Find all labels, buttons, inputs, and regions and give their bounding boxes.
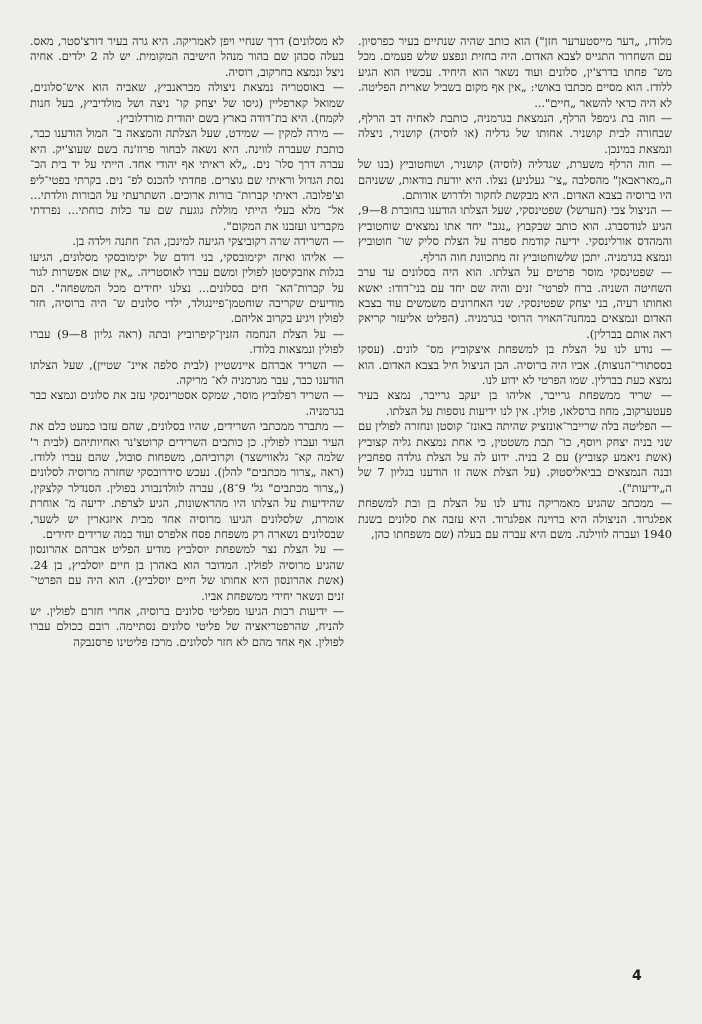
paragraph: — שריד ממשפחת גרייבר, אליהו בן יעקב גרייבר, נמצא בעיר פעטערקוב, מחוז ברסלאו, פולין. אין לנו ידיעות נוספות על הצלתו. (358, 388, 672, 418)
text-columns (30, 34, 672, 964)
paragraph: — השריד אברהם איינשטיין (לבית סלפה איינ־ שטיין), שעל הצלתו הודענו כבר, עבר מגרמניה לא־ מריקה. (30, 357, 344, 387)
paragraph: — מתברר ממכתבי השרידים, שהיו בסלונים, שהם עזבו כמעט כלם את העיר ועברו לפולין. כן כותבים השרידים קרוטצ'נר ואחיותיהם (לבית ר' שלמה קא־ גלאווישצר) וקרוביהם, משפחות סובול, שהם עברו ללודז. (ראה „צרור מכתבים" להלן). נעכש סידרובסקי שחזרה מרוסיה לסלונים („צרור מכתבים" גל' 9־8), עברה לוולדנבורג בפולין. הסנדלר קלצקין, שהידיעות על הצלתו היו מהראשונות, הגיע לצרפת. ידיעה מ־ אוחרת אומרת, שלסלונים הגיעו מרוסיה אחד מבית איזגארין יש לשער, שבסלונים נשארה רק משפחת פסח אלפרס ועוד כמה שרידים יחידים. (30, 419, 344, 541)
paragraph: — חוה הרלף משערת, שגדליה (לוסיה) קושניר, ושוחטוביץ (בנו של ה„מאראבאן" מהסלבה „צי־ געלניע) נצלו. היא יודעת בודאות, ששניהם היו ברוסיה בצבא האדום. היא מבקשת לחקור ולדרוש אודותם. (358, 157, 672, 203)
paragraph: — ממכתב שהגיע מאמריקה נודע לנו על הצלת בן ובת למשפחת אפלגרוד. הניצולה היא ברוינה אפלגרוד. היא עזבה את סלונים בשנת 1940 ועברה לווילנה. משם היא עברה עם בעלה (שם משפחתו כהן, (358, 496, 672, 541)
paragraph: — נודע לנו על הצלת בן למשפחת איצקוביץ מס־ לונים. (עסקו בססתורי־הנוצות). אביו היה ברוסיה. הבן הניצול חיל בצבא האדום. הוא נמצא כעת בברלין. שמו הפרטי לא ידוע לנו. (358, 342, 672, 387)
page-number: 4 (632, 968, 642, 984)
paragraph: — הניצול צבי (הערשל) שפטינסקי, שעל הצלתו הודענו בחוברת 8—9, הגיע לנודסברג. הוא כותב שבקבוץ „נגב" יחד אתו נמצאים שוחטוביץ והמהדס אורלינסקי. ידיעה קודמת ספרה על הצלת סליק שו־ חוטוביץ ונמצא בגרמניה. יתכן שלשוחטוביץ זה מתכוונת חוה הרלף. (358, 203, 672, 264)
paragraph: — ידיעות רבות הגיעו מפליטי סלונים ברוסיה, אחרי חזרם לפולין. יש להניח, שהרפטריאציה של פליטי סלונים נסתיימה. רובם ככולם עברו לפולין. אף אחד מהם לא חזר לסלונים. מרכז פליטינו פרסנבקה (30, 604, 344, 649)
left-column (30, 34, 344, 964)
paragraph: — הפליטה בלה שרייבר־אונזציק שהיתה באונז־ קוסטן ונחזרה לפולין עם שני בניה יצחק ויוסף, כו־ תבת משטטין, כי אחת נמצאת גליה קצוביץ (אשת ניאמע קצוביץ) עם 2 בניה. ידוע לה על הצלת גולדה ספחביץ ובנה הנמצאים בביאליסטוק. (על הצלת אשה זו הודענו בגליון 7 של ה„ידיעות"). (358, 419, 672, 495)
paragraph: — על הצלת הנחמה הזנין־קיפרוביץ ובתה (ראה גליון 8—9) עברו לפולין ונמצאות בלודז. (30, 326, 344, 357)
paragraph: — באוסטריה נמצאת ניצולה מבראנביץ, שאביה הוא איש־סלונים, שמואל קארפליין (גיסו של יצחק קו־ ניצה ושל מולדיביץ, בעל חנות לקמח). היא בת־דודה בארץ בשם יהודית מורדלוביץ. (30, 80, 344, 126)
right-column (358, 34, 672, 964)
paragraph: מלודז, „דער מייסטערער חזן") הוא כותב שהיה שנתיים בעיר כפרסיון. עם השחרור התגייס לצבא האדום. היה בחזית ונפצע שלש פעמים. מכל מש־ פחתו בדרצ'ין, סלונים ועוד נשאר הוא היחיד. עכשיו הוא הגיע ללודז. הוא מסיים מכתבו באושי: „אין אף מקום בשביל שארית הפליטה. לא היה כדאי להשאר „חיים"... (358, 34, 672, 110)
paragraph: — חוה בת גימפל הרלף, הנמצאת בגרמניה, כותבת לאחיה דב הרלף, שבחורה לבית קושניר. אחותו של גדליה (או לוסיה) קושניר, ניצלה ונמצאת במינכן. (358, 111, 672, 156)
paragraph: — שפטינסקי מוסר פרטים על הצלתו. הוא היה בסלונים עד ערב השחיטה השניה. ברח לפרטי־ זנים והיה שם יחד עם בני־דודו: יאשא ואחותו רעיה, בני יצחק שפטינסקי. שני האחרונים משמשים עוד בצבא האדום ונמצאים במחנה־האויר הרוסי בגרמניה. (הפליט אליעזר קריאק ראה אותם בברלין). (358, 265, 672, 341)
paragraph: — אליהו ואיזה יקימובסקי, בני דודם של יקימובסקי מסלונים, הגיעו בגלות אוזבקיסטן לפולין ומשם עברו לאוסטריה. „אין שום אפשרות לגור על קברות־הא־ חים בסלונים... נצלנו יחידים מכל המשפחה". הם מודיעים שקריבה שוחטמן־פיינגולד, ילדי סלונים ש־ היה ברוסיה, חזר לפולין ויגיע בקרוב אליהם. (30, 249, 344, 326)
paragraph: — על הצלת נצר למשפחת יוסלביץ מודיע הפליט אברהם אהרונסון שהגיע מרוסיה לפולין. המדובר הוא באהרן בן חיים יוסלביץ, בן 24. (אשת אהרונסון היא אחותו של חיים יוסלביץ). הוא היה עם הפרטי־ זנים ונשאר יחידי ממשפחת אביו. (30, 542, 344, 603)
paragraph: — השריד רפלוביץ מוסר, שמקס אסטרינסקי עזב את סלונים ונמצא כבר בגרמניה. (30, 388, 344, 418)
paragraph: — מירה למקין — שמידט, שעל הצלתה והמצאה ב־ המול הודענו כבר, כותבת שעברה לווינה. היא נשאה לבחור פרוז'נה בשם שעוצ'יק. היא עברה דרך סלו־ נים. „לא ראיתי אף יהודי אחד. הייתי על יד בית הכ־ נסת הגדול וראיתי שם גוצרים. פחדתי להכנס לפ־ נים. בקרתי בפטי־ליפ וצ'פלובה. ראיתי קברות־ בורות ארוכים. השתרעתי על הבורות וולדתי... אל־ מלא בעלי הייתי מוללת גוגעת שם עד כלות כוחתי... נפרדתי מקברינו ועזבנו את המקום". (30, 126, 344, 233)
paragraph: — השרידה שרה רקוביצקי הגיעה למינכן, הת־ חתנה וילדה בן. (72, 234, 344, 249)
paragraph: לא מסלונים) דרך שנחיי ויפן לאמריקה. היא גרה בעיר דורצ'סטר, מאס. בעלה סכהן שם בהור מנהל הישיבה המקומית. יש לה 2 ילדים. אחיה ניצל ונמצא בחרקוב, רוסיה. (30, 34, 344, 79)
